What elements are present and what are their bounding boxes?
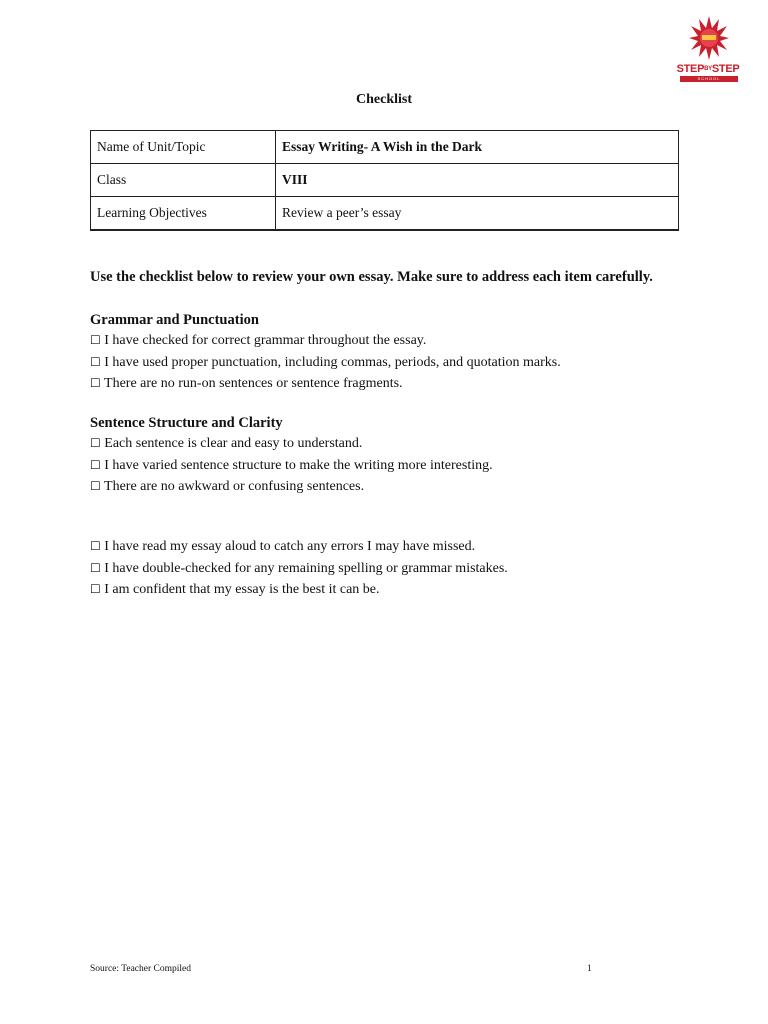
checklist-item[interactable]: ☐ I have varied sentence structure to make the writing more interesting. — [90, 457, 493, 473]
checklist-item[interactable]: ☐ There are no run-on sentences or sentence fragments. — [90, 376, 403, 391]
section-heading: Grammar and Punctuation — [90, 312, 259, 328]
section-final-review — [90, 536, 730, 601]
checklist-item[interactable]: ☐ I have used proper punctuation, including commas, periods, and quotation marks. — [90, 354, 561, 370]
table-row — [91, 197, 679, 231]
logo-wordmark: STEPBYSTEP — [676, 63, 740, 75]
section-sentence-structure — [90, 413, 730, 498]
footer-source: Source: Teacher Compiled — [90, 964, 191, 974]
table-value-cell: Essay Writing- A Wish in the Dark — [276, 131, 679, 164]
table-label-cell: Name of Unit/Topic — [91, 131, 276, 164]
info-table — [90, 130, 679, 231]
checklist-item[interactable]: ☐ Each sentence is clear and easy to understand. — [90, 436, 363, 451]
checkbox-icon[interactable]: ☐ — [90, 479, 101, 493]
instructions: Use the checklist below to review your own essay. Make sure to address each item carefully. — [90, 269, 653, 285]
checkbox-icon[interactable]: ☐ — [90, 333, 101, 347]
table-label-cell: Class — [91, 164, 276, 197]
table-row — [91, 164, 679, 197]
page-title: Checklist — [356, 92, 412, 107]
checkbox-icon[interactable]: ☐ — [90, 376, 101, 390]
page-number: 1 — [587, 964, 592, 974]
section-grammar-punctuation — [90, 310, 730, 395]
checkbox-icon[interactable]: ☐ — [90, 354, 101, 369]
table-label-cell: Learning Objectives — [91, 197, 276, 231]
checkbox-icon[interactable]: ☐ — [90, 436, 101, 450]
table-row — [91, 131, 679, 164]
checkbox-icon[interactable]: ☐ — [90, 539, 101, 553]
table-value-cell: VIII — [276, 164, 679, 197]
table-value-cell: Review a peer’s essay — [276, 197, 679, 231]
checklist-item[interactable]: ☐ I am confident that my essay is the best it can be. — [90, 582, 380, 597]
checklist-item[interactable]: ☐ I have read my essay aloud to catch any errors I may have missed. — [90, 539, 476, 554]
checkbox-icon[interactable]: ☐ — [90, 560, 101, 575]
checkbox-icon[interactable]: ☐ — [90, 457, 101, 472]
checklist-item[interactable]: ☐ I have checked for correct grammar throughout the essay. — [90, 333, 427, 348]
checkbox-icon[interactable]: ☐ — [90, 582, 101, 596]
checklist-item[interactable]: ☐ I have double-checked for any remaining spelling or grammar mistakes. — [90, 560, 508, 576]
logo-subtext: SCHOOL — [680, 76, 738, 82]
school-logo — [676, 16, 742, 84]
sunburst-logo-icon — [689, 16, 729, 60]
section-heading: Sentence Structure and Clarity — [90, 415, 283, 431]
checklist-item[interactable]: ☐ There are no awkward or confusing sentences. — [90, 479, 365, 494]
